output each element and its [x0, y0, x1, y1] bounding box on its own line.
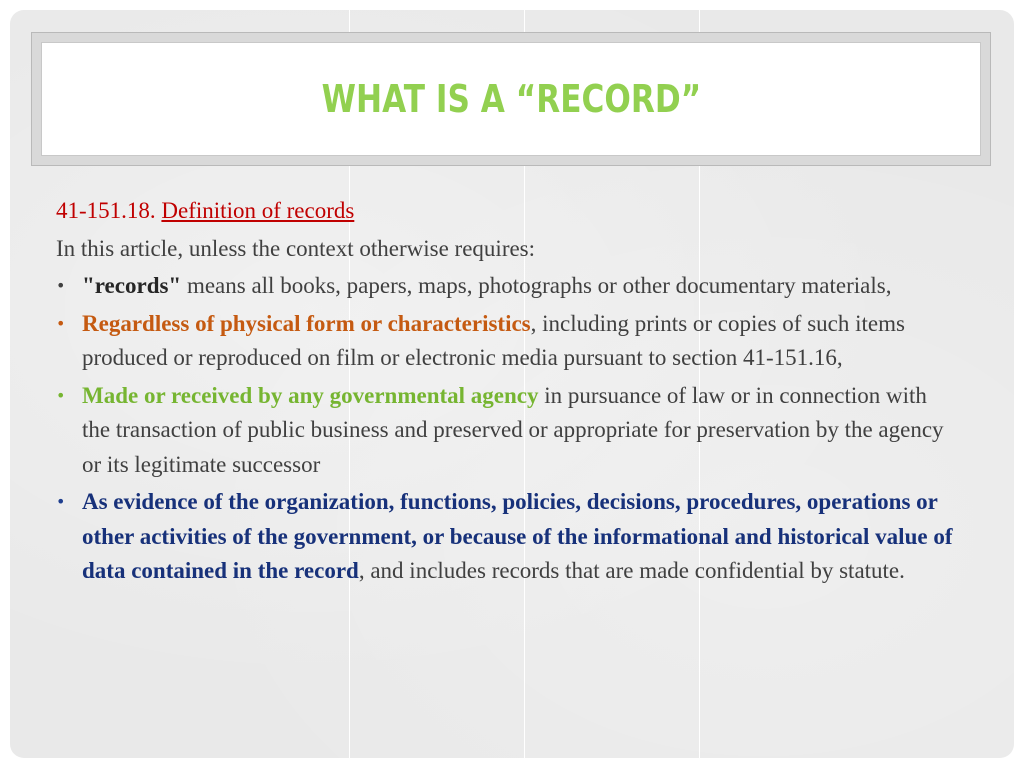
definition-list — [56, 269, 956, 589]
bullet-text: , and includes records that are made confidential by statute. — [358, 558, 905, 583]
bullet-icon: • — [56, 276, 66, 295]
definition-link[interactable]: Definition of records — [161, 198, 355, 223]
bullet-icon: • — [56, 385, 66, 405]
list-item — [56, 379, 956, 483]
bullet-emphasis: Regardless of physical form or characteristics — [82, 310, 531, 336]
bullet-icon: • — [56, 313, 66, 333]
slide-title: WHAT IS A “RECORD” — [321, 77, 701, 121]
bullet-text: , including prints or copies of such items produced or reproduced on film or electronic media pursuant to section 41-151.16, — [82, 310, 905, 370]
bullet-icon: • — [56, 492, 66, 511]
bullet-emphasis: Made or received by any governmental agency — [82, 382, 539, 408]
bullet-text: means all books, papers, maps, photographs or other documentary materials, — [181, 273, 892, 298]
list-item — [56, 307, 956, 376]
bullet-emphasis: As evidence of the organization, functions, policies, decisions, procedures, operations or other activities of the government, or because of the informational and historical value of data contained in the record — [82, 489, 953, 583]
statute-reference — [56, 194, 956, 229]
list-item — [56, 485, 956, 589]
title-frame — [31, 32, 991, 166]
list-item — [56, 269, 956, 304]
slide — [10, 10, 1014, 758]
title-box — [41, 42, 981, 156]
bullet-emphasis: "records" — [82, 273, 182, 298]
statute-number: 41-151.18. — [56, 198, 162, 223]
slide-body — [56, 194, 956, 592]
bullet-text: in pursuance of law or in connection with the transaction of public business and preserved or appropriate for preservation by the agency or its legitimate successor — [82, 382, 944, 477]
intro-text: In this article, unless the context otherwise requires: — [56, 235, 536, 261]
